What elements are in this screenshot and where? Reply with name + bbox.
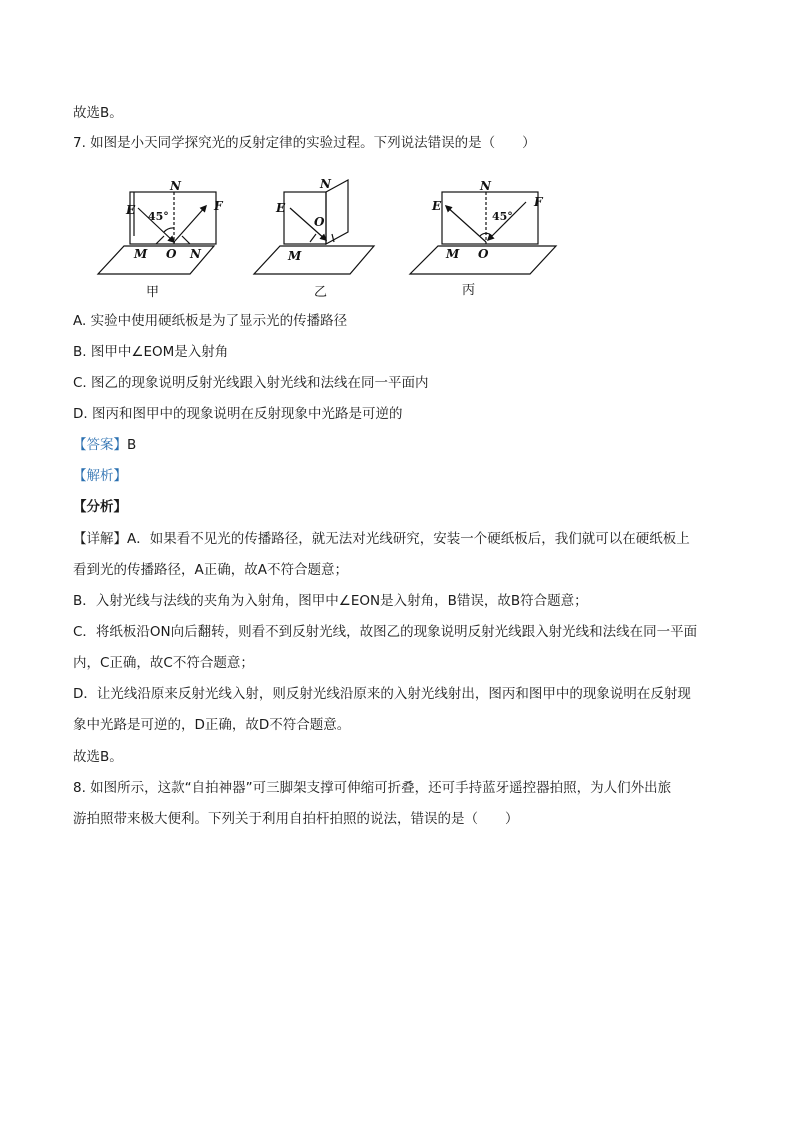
label-O: O bbox=[166, 247, 177, 261]
label-F: F bbox=[214, 199, 223, 213]
detail-line: D．让光线沿原来反射光线入射，则反射光线沿原来的入射光线射出，图丙和图甲中的现象说明在反射现 bbox=[73, 686, 691, 702]
label-E: E bbox=[432, 199, 442, 213]
answer-row bbox=[73, 435, 136, 455]
caption-yi: 乙 bbox=[314, 285, 328, 300]
text-line: 故选B。 bbox=[73, 749, 123, 765]
answer-value: B bbox=[127, 437, 137, 453]
option-c: C. 图乙的现象说明反射光线跟入射光线和法线在同一平面内 bbox=[73, 375, 429, 391]
label-M: M bbox=[288, 249, 302, 263]
label-N-bottom: N bbox=[190, 247, 201, 261]
label-angle: 45° bbox=[492, 210, 513, 223]
question-8: 8. 如图所示，这款“自拍神器”可三脚架支撑可伸缩可折叠，还可手持蓝牙遥控器拍照，为人们外出旅 bbox=[73, 780, 672, 796]
label-N: N bbox=[480, 179, 491, 193]
question-7: 7. 如图是小天同学探究光的反射定律的实验过程。下列说法错误的是（ ） bbox=[73, 135, 536, 151]
label-E: E bbox=[126, 203, 136, 217]
label-O: O bbox=[478, 247, 489, 261]
label-F: F bbox=[534, 195, 543, 209]
figure-yi bbox=[254, 177, 374, 300]
caption-jia: 甲 bbox=[146, 285, 160, 300]
label-E: E bbox=[276, 201, 286, 215]
label-M: M bbox=[446, 247, 460, 261]
detail-line: B．入射光线与法线的夹角为入射角，图甲中∠EON是入射角，B错误，故B符合题意； bbox=[73, 593, 588, 609]
figure-jia bbox=[98, 179, 224, 300]
label-M: M bbox=[134, 247, 148, 261]
text-line: 故选B。 bbox=[73, 105, 123, 121]
label-angle: 45° bbox=[148, 210, 169, 223]
reflection-experiment-figure bbox=[94, 172, 564, 302]
detail-line: 象中光路是可逆的，D正确，故D不符合题意。 bbox=[73, 717, 351, 733]
figure-bing bbox=[410, 179, 556, 298]
analysis-label: 【解析】 bbox=[73, 468, 127, 484]
detail-line: C．将纸板沿ON向后翻转，则看不到反射光线，故图乙的现象说明反射光线跟入射光线和法线在同一平面 bbox=[73, 624, 698, 640]
fenxi-label: 【分析】 bbox=[73, 499, 127, 515]
detail-line: 看到光的传播路径，A正确，故A不符合题意； bbox=[73, 562, 348, 578]
option-a: A. 实验中使用硬纸板是为了显示光的传播路径 bbox=[73, 313, 348, 329]
label-N: N bbox=[320, 177, 331, 191]
option-d: D. 图丙和图甲中的现象说明在反射现象中光路是可逆的 bbox=[73, 406, 403, 422]
answer-label: 【答案】 bbox=[73, 437, 127, 453]
label-N: N bbox=[170, 179, 181, 193]
label-O: O bbox=[314, 215, 325, 229]
option-b: B. 图甲中∠EOM是入射角 bbox=[73, 344, 229, 360]
caption-bing: 丙 bbox=[462, 283, 476, 298]
question-8-cont: 游拍照带来极大便利。下列关于利用自拍杆拍照的说法，错误的是（ ） bbox=[73, 811, 519, 827]
detail-line: 内，C正确，故C不符合题意； bbox=[73, 655, 254, 671]
detail-line: 【详解】A．如果看不见光的传播路径，就无法对光线研究，安装一个硬纸板后，我们就可以在硬纸板上 bbox=[73, 531, 690, 547]
